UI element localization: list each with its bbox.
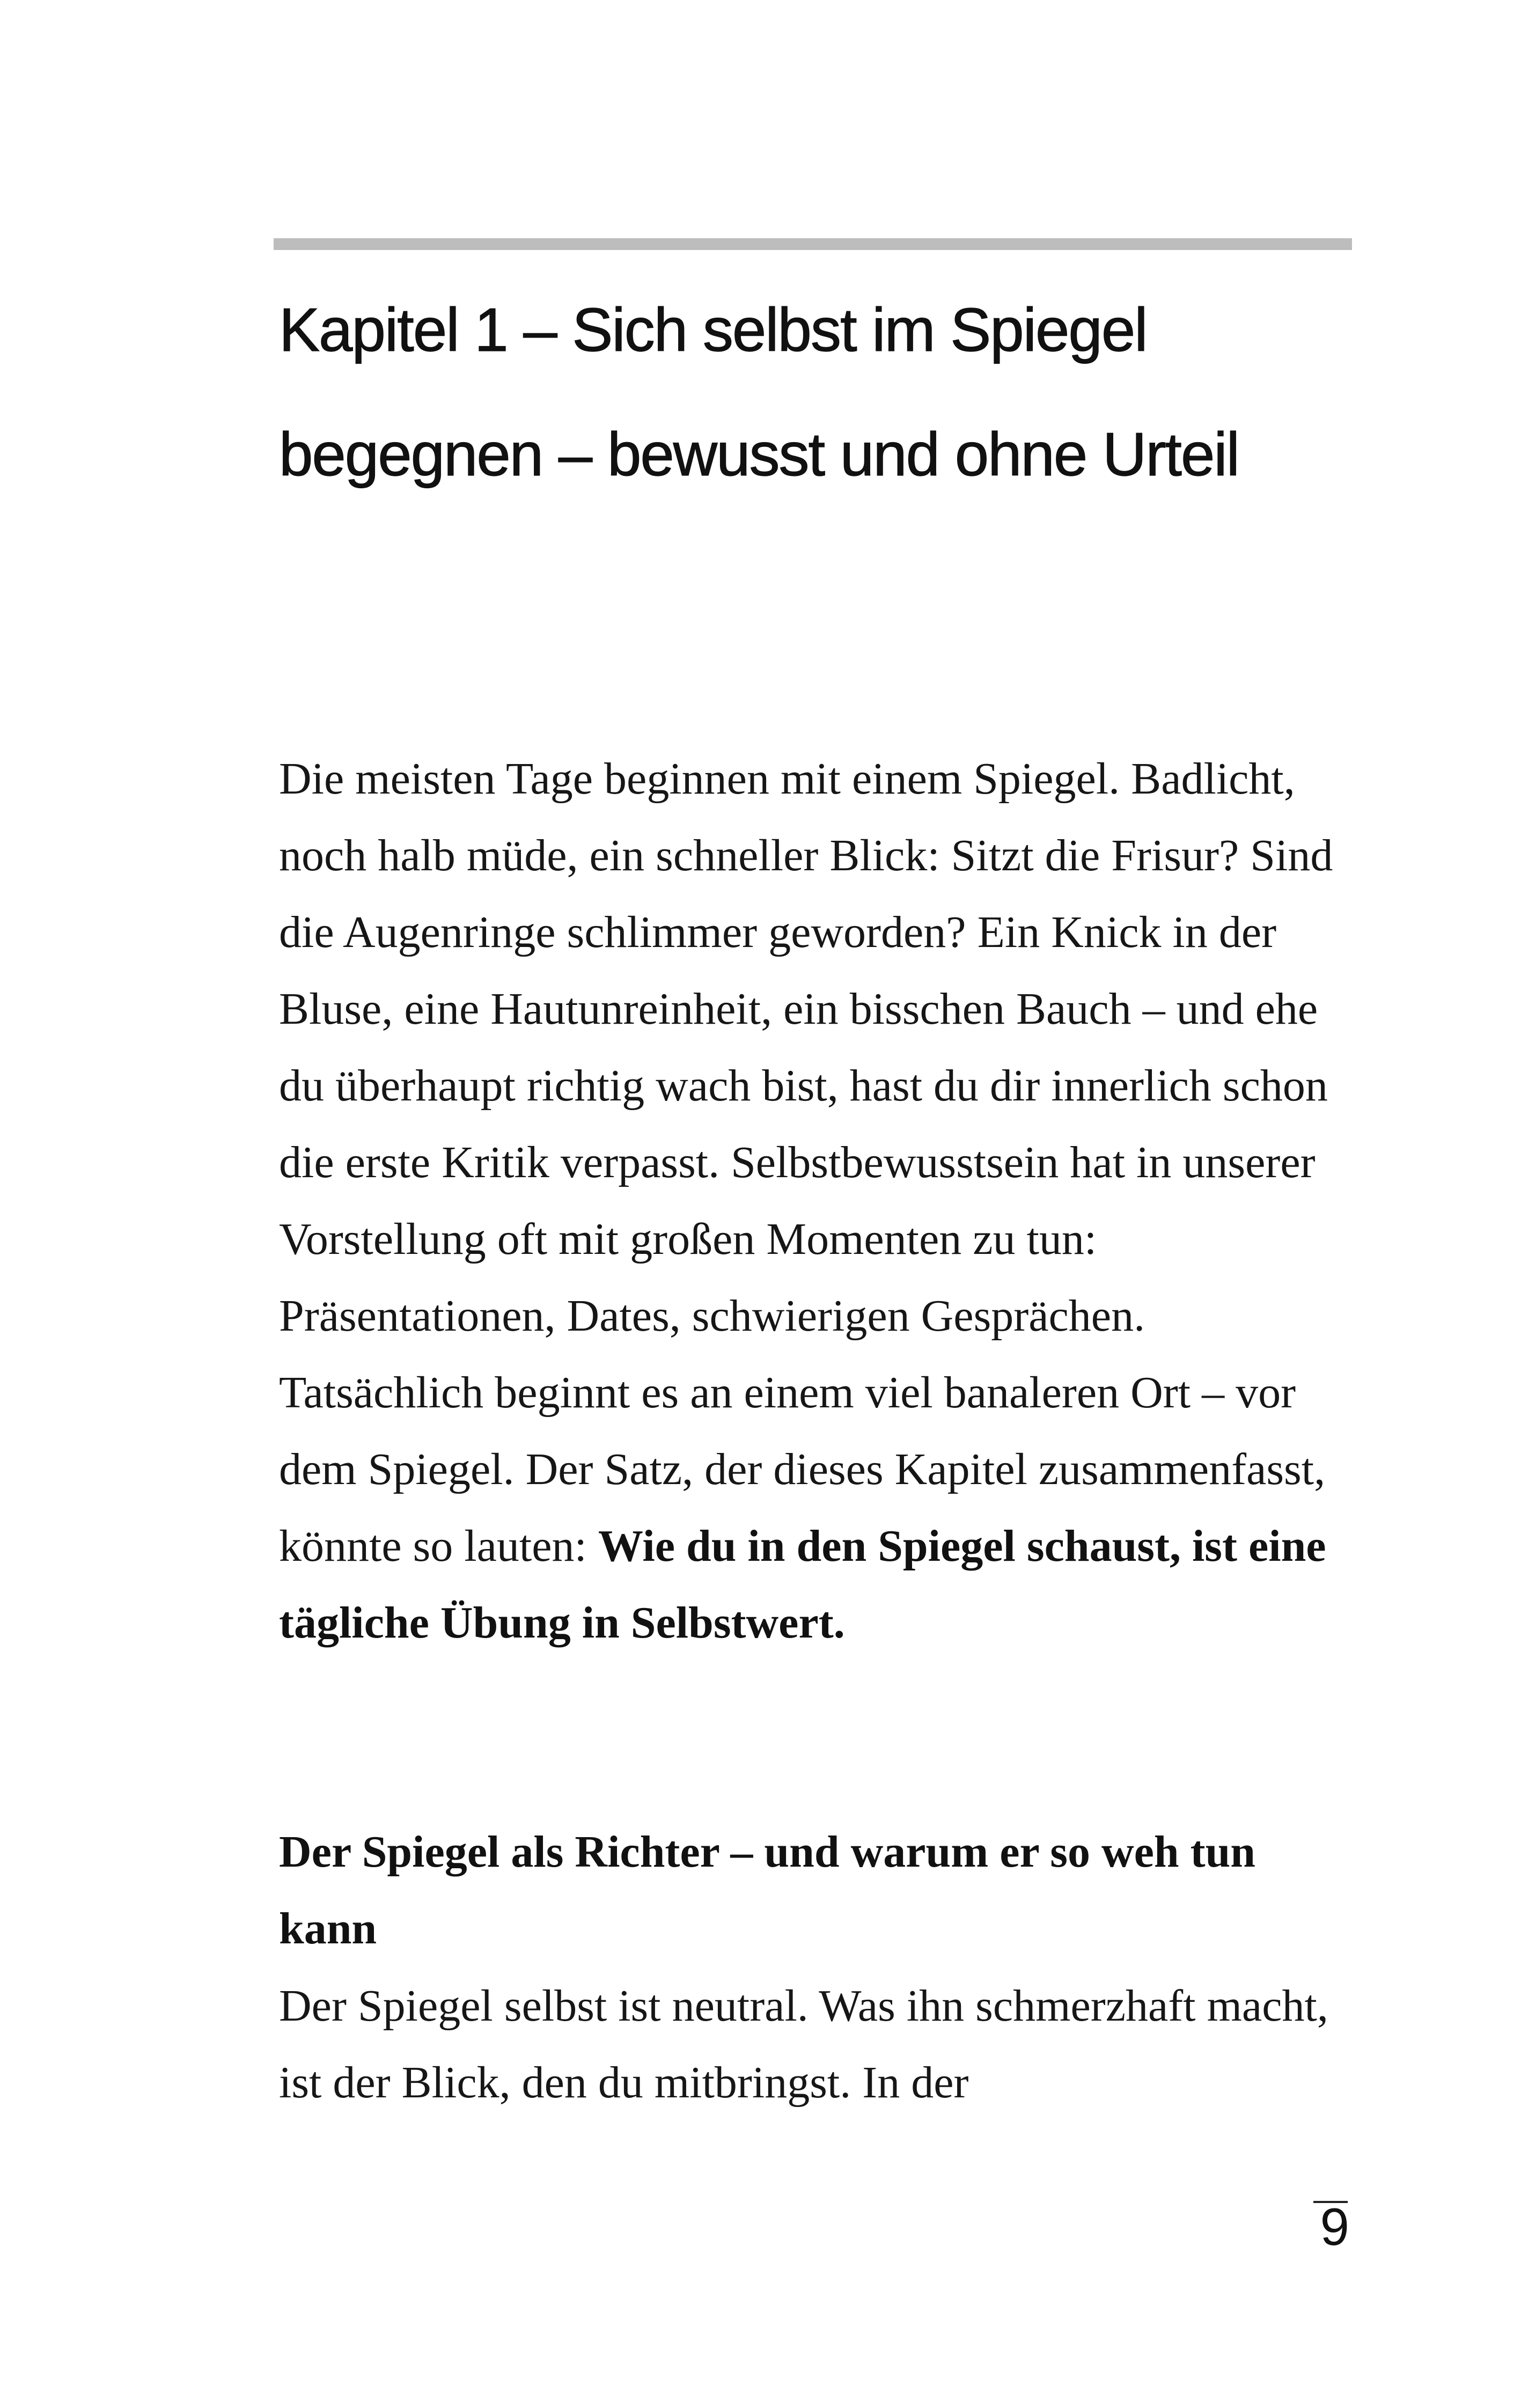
section-paragraph	[279, 1967, 1357, 2121]
section-text: Der Spiegel selbst ist neutral. Was ihn schmerzhaft macht, ist der Blick, den du mitbringst. In der	[279, 1981, 1328, 2108]
chapter-top-rule	[274, 238, 1352, 250]
intro-emphasis: Wie du in den Spiegel schaust, ist eine tägliche Übung in Selbstwert.	[279, 1521, 1326, 1648]
chapter-title: Kapitel 1 – Sich selbst im Spiegel begegnen – bewusst und ohne Urteil	[279, 296, 1239, 489]
page-number: 9	[1320, 2197, 1349, 2256]
intro-text: Die meisten Tage beginnen mit einem Spiegel. Badlicht, noch halb müde, ein schneller Blick: Sitzt die Frisur? Sind die Augenringe schlimmer geworden? Ein Knick in der Bluse, eine Hautunreinheit, ein bisschen Bauch – und ehe du überhaupt richtig wach bist, hast du dir innerlich schon die erste Kritik verpasst. Selbstbewusstsein hat in unserer Vorstellung oft mit großen Momenten zu tun: Präsentationen, Dates, schwierigen Gesprächen. Tatsächlich beginnt es an einem viel banaleren Ort – vor dem Spiegel. Der Satz, der dieses Kapitel zusammenfasst, könnte so lauten:	[279, 754, 1333, 1571]
intro-paragraph	[279, 740, 1357, 1661]
section-heading: Der Spiegel als Richter – und warum er so weh tun kann	[279, 1827, 1256, 1954]
